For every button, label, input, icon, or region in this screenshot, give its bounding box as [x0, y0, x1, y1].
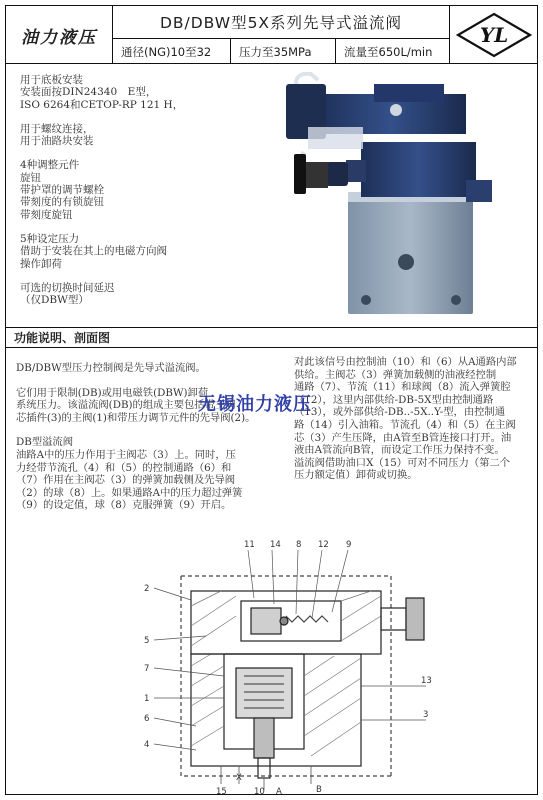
text-line: 液由A管流向B管，而设定工作压力保持不变。 [294, 444, 505, 457]
spec-row [113, 39, 449, 64]
valve-photo [256, 72, 496, 322]
feature-list [20, 74, 245, 318]
label-8: 8 [296, 540, 302, 550]
label-10: 10 [254, 787, 265, 797]
feature-line: 操作卸荷 [20, 257, 62, 270]
text-line: （12），这里内部供给-DB-5X型由控制通路 [294, 393, 494, 406]
paragraph: DB/DBW型压力控制阀是先导式溢流阀。 [16, 362, 206, 374]
feature-line: （仅DBW型） [20, 294, 89, 307]
label-13: 13 [421, 676, 432, 686]
label-12: 12 [318, 540, 329, 550]
feature-group-connection [20, 123, 245, 148]
text-line: 压力额定值）卸荷或切换。 [294, 469, 418, 482]
label-15: 15 [216, 787, 227, 797]
text-line: （13），或外部供给-DB..-5X..Y-型，由控制通 [294, 406, 506, 419]
function-text-right [294, 356, 534, 482]
spec-pressure: 压力至35MPa [231, 39, 336, 64]
feature-line: 安装面按DIN24340 E型， [20, 86, 157, 99]
spec-flow: 流量至650L/min [344, 44, 433, 59]
spec-size: 通径(NG)10至32 [113, 39, 231, 64]
feature-group-pressure [20, 233, 245, 270]
page-title: DB/DBW型5X系列先导式溢流阀 [113, 6, 449, 39]
feature-line: ISO 6264和CETOP-RP 121 H， [20, 98, 184, 111]
label-x: X [236, 773, 242, 783]
feature-line: 用于底板安装 [20, 74, 83, 86]
paragraph: DB型溢流阀 油路A中的压力作用于主阀芯（3）上。同时，压 力经带节流孔（4）和（5）的控制通路（6）和 （7）作用在主阀芯（3）的弹簧加载侧及先导阀 （2）的球（8）上。如果通路A中的压力超过弹簧 （9）的设定值，球（8）克服弹簧（9）开启。 [16, 436, 243, 512]
label-2: 2 [144, 584, 150, 594]
label-1: 1 [144, 694, 150, 704]
logo-text: YL [479, 23, 508, 47]
label-4: 4 [144, 740, 150, 750]
text-line: 路（14）引入油箱。节流孔（4）和（5）在主阀 [294, 418, 516, 431]
label-b: B [316, 785, 322, 795]
cross-section-drawing [136, 536, 436, 798]
text-line: 芯（3）产生压降，由A管至B管连接口打开。油 [294, 431, 512, 444]
paragraph: 它们用于限制(DB)或用电磁铁(DBW)卸荷 系统压力。该溢流阀(DB)的组成主要包括带主阀 芯插件(3)的主阀(1)和带压力调节元件的先导阀(2)。 [16, 386, 256, 424]
feature-line: 借助于安装在其上的电磁方向阀 [20, 245, 167, 258]
text-line: 通路（7）、节流（11）和球阀（8）流入弹簧腔 [294, 381, 511, 394]
label-3: 3 [423, 710, 429, 720]
text-line: 供给。主阀芯（3）弹簧加载侧的油液经控制 [294, 368, 497, 381]
feature-group-mounting [20, 74, 245, 111]
page-frame [5, 5, 538, 795]
feature-line: 可选的切换时间延迟 [20, 281, 115, 294]
text-line: 对此该信号由控制油（10）和（6）从A通路内部 [294, 356, 517, 368]
feature-line: 5种设定压力 [20, 232, 80, 245]
label-14: 14 [270, 540, 281, 550]
text-line: 溢流阀借助油口X（15）可对不同压力（第二个 [294, 456, 511, 469]
label-a: A [276, 787, 282, 797]
label-9: 9 [346, 540, 352, 550]
logo [449, 6, 537, 64]
logo-icon [456, 12, 532, 58]
watermark-stamp: 无锡油力液压 [198, 394, 312, 415]
title-box [113, 6, 449, 64]
feature-group-delay [20, 282, 245, 307]
feature-line: 用于油路块安装 [20, 135, 94, 148]
feature-line: 用于螺纹连接， [20, 122, 94, 135]
feature-line: 带刻度的有锁旋钮 [20, 196, 104, 209]
label-11: 11 [244, 540, 255, 550]
label-7: 7 [144, 664, 150, 674]
feature-line: 带护罩的调节螺栓 [20, 184, 104, 197]
feature-group-adjust [20, 159, 245, 220]
feature-line: 带刻度旋钮 [20, 208, 73, 221]
brand-name: 油力液压 [6, 6, 113, 64]
feature-line: 4种调整元件 [20, 159, 80, 172]
function-heading: 功能说明、剖面图 [6, 328, 537, 348]
feature-line: 旋钮 [20, 171, 41, 184]
label-6: 6 [144, 714, 150, 724]
header [6, 6, 537, 64]
overview-section [6, 64, 537, 328]
label-5: 5 [144, 636, 150, 646]
function-text-left [16, 362, 288, 524]
